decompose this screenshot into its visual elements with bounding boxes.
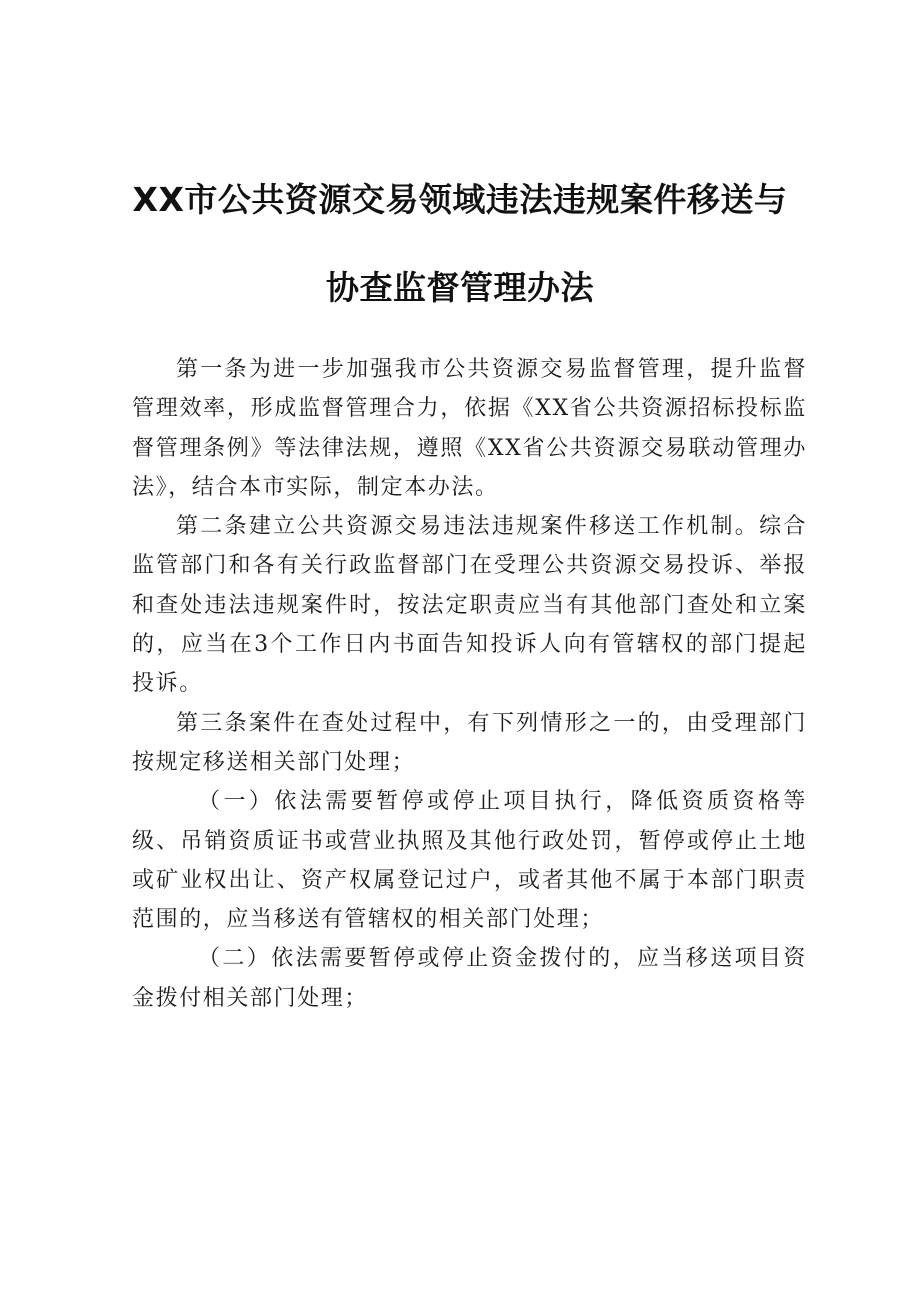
article-2-paragraph: 第二条建立公共资源交易违法违规案件移送工作机制。综合监管部门和各有关行政监督部门在受理公共资源交易投诉、举报和查处违法违规案件时，按法定职责应当有其他部门查处和立案的，应当在3个工作日内书面告知投诉人向有管辖权的部门提起投诉。 (132, 514, 807, 697)
article-3-item-1: （一）依法需要暂停或停止项目执行，降低资质资格等级、吊销资质证书或营业执照及其他行政处罚，暂停或停止土地或矿业权出让、资产权属登记过户，或者其他不属于本部门职责范围的，应当移送有管辖权的相关部门处理； (132, 789, 807, 933)
article-3-paragraph: 第三条案件在查处过程中，有下列情形之一的，由受理部门按规定移送相关部门处理； (132, 710, 807, 775)
document-title-line-1: XX市公共资源交易领域违法违规案件移送与 (132, 180, 788, 219)
article-3-item-2: （二）依法需要暂停或停止资金拨付的，应当移送项目资金拨付相关部门处理； (132, 946, 807, 1011)
document-body (132, 350, 807, 1018)
document-title-line-2: 协查监督管理办法 (326, 268, 594, 307)
article-1-paragraph: 第一条为进一步加强我市公共资源交易监督管理，提升监督管理效率，形成监督管理合力，依据《XX省公共资源招标投标监督管理条例》等法律法规，遵照《XX省公共资源交易联动管理办法》，结合本市实际，制定本办法。 (132, 357, 807, 500)
